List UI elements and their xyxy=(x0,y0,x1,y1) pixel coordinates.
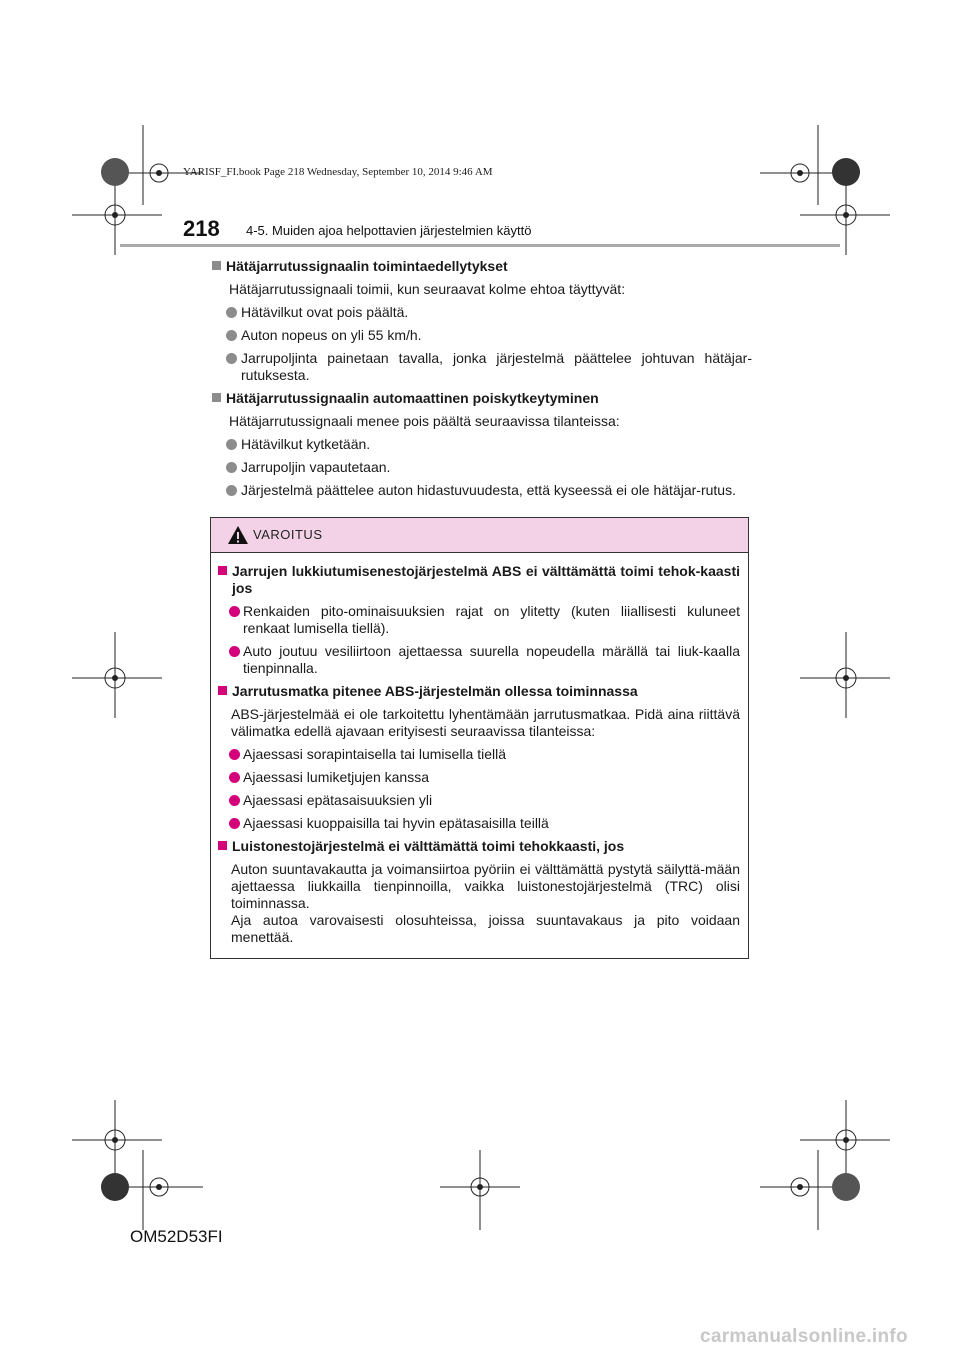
round-bullet-icon xyxy=(226,307,237,318)
chapter-title: 4-5. Muiden ajoa helpottavien järjestelmien käyttö xyxy=(246,223,532,238)
warning-header xyxy=(211,518,748,553)
round-bullet-icon xyxy=(229,795,240,806)
round-bullet-icon xyxy=(226,485,237,496)
warning-label: VAROITUS xyxy=(253,527,323,542)
warning-intro-2: Aja autoa varovaisesti olosuhteissa, joissa suuntavakaus ja pito voidaan menettää. xyxy=(231,912,740,945)
section-intro: Hätäjarrutussignaali toimii, kun seuraavat kolme ehtoa täyttyvät: xyxy=(229,281,626,297)
list-item: Järjestelmä päättelee auton hidastuvuudesta, että kyseessä ei ole hätäjar-rutus. xyxy=(212,482,752,499)
list-item: Ajaessasi kuoppaisilla tai hyvin epätasaisilla teillä xyxy=(218,815,740,832)
warning-heading: Jarrujen lukkiutumisenestojärjestelmä ABS ei välttämättä toimi tehok-kaasti jos xyxy=(218,563,740,597)
file-info: YARISF_FI.book Page 218 Wednesday, September 10, 2014 9:46 AM xyxy=(183,166,493,178)
section-heading: Hätäjarrutussignaalin automaattinen poiskytkeytyminen xyxy=(212,390,752,407)
warning-box xyxy=(210,517,749,959)
main-content xyxy=(212,254,752,499)
round-bullet-icon xyxy=(229,606,240,617)
list-item: Ajaessasi sorapintaisella tai lumisella tiellä xyxy=(218,746,740,763)
watermark: carmanualsonline.info xyxy=(700,1326,908,1347)
section-heading: Hätäjarrutussignaalin toimintaedellytykset xyxy=(212,258,752,275)
list-item: Jarrupoljinta painetaan tavalla, jonka järjestelmä päättelee johtuvan hätäjar-rutuksesta. xyxy=(212,350,752,384)
warning-intro: ABS-järjestelmää ei ole tarkoitettu lyhentämään jarrutusmatkaa. Pidä aina riittävä välimatka edellä ajavaan erityisesti seuraavissa tilanteissa: xyxy=(231,706,740,739)
list-item: Hätävilkut ovat pois päältä. xyxy=(212,304,752,321)
section-intro: Hätäjarrutussignaali menee pois päältä seuraavissa tilanteissa: xyxy=(229,413,620,429)
round-bullet-icon xyxy=(226,353,237,364)
square-bullet-icon xyxy=(218,686,227,695)
list-item: Ajaessasi epätasaisuuksien yli xyxy=(218,792,740,809)
page-number: 218 xyxy=(183,216,220,241)
round-bullet-icon xyxy=(229,646,240,657)
warning-heading: Luistonestojärjestelmä ei välttämättä toimi tehokkaasti, jos xyxy=(218,838,740,855)
list-item: Hätävilkut kytketään. xyxy=(212,436,752,453)
square-bullet-icon xyxy=(212,393,221,402)
round-bullet-icon xyxy=(229,772,240,783)
round-bullet-icon xyxy=(229,818,240,829)
round-bullet-icon xyxy=(226,439,237,450)
list-item: Auto joutuu vesiliirtoon ajettaessa suurella nopeudella märällä tai liuk-kaalla tienpinnalla. xyxy=(218,643,740,677)
warning-triangle-icon xyxy=(227,525,249,545)
round-bullet-icon xyxy=(226,330,237,341)
list-item: Renkaiden pito-ominaisuuksien rajat on ylitetty (kuten liiallisesti kuluneet renkaat lumisella tiellä). xyxy=(218,603,740,637)
list-item: Auton nopeus on yli 55 km/h. xyxy=(212,327,752,344)
square-bullet-icon xyxy=(218,566,227,575)
warning-body xyxy=(211,553,748,946)
document-code: OM52D53FI xyxy=(130,1227,223,1246)
round-bullet-icon xyxy=(229,749,240,760)
square-bullet-icon xyxy=(212,261,221,270)
list-item: Ajaessasi lumiketjujen kanssa xyxy=(218,769,740,786)
header-rule xyxy=(120,244,840,247)
warning-intro: Auton suuntavakautta ja voimansiirtoa pyöriin ei välttämättä pystytä säilyttä-mään ajettaessa liukkailla tienpinnoilla, vaikka luistonestojärjestelmä (TRC) olisi toiminnassa. xyxy=(231,861,740,911)
square-bullet-icon xyxy=(218,841,227,850)
round-bullet-icon xyxy=(226,462,237,473)
warning-heading: Jarrutusmatka pitenee ABS-järjestelmän ollessa toiminnassa xyxy=(218,683,740,700)
list-item: Jarrupoljin vapautetaan. xyxy=(212,459,752,476)
